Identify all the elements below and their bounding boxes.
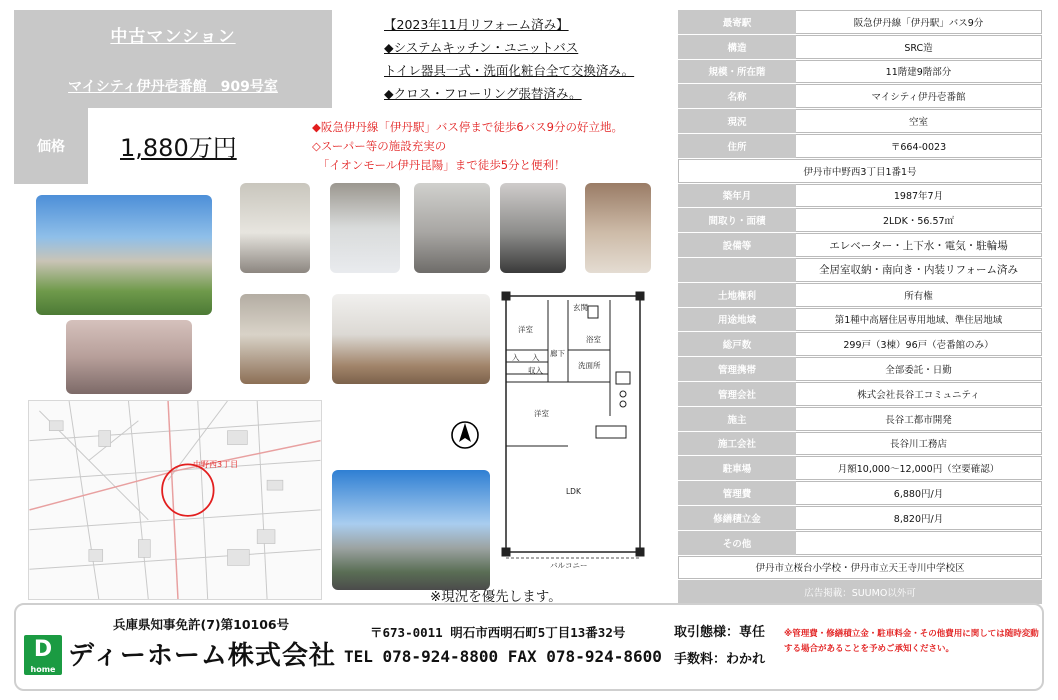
header-block: [14, 10, 332, 108]
spec-row: [678, 481, 1042, 506]
spec-row: [678, 407, 1042, 432]
spec-value: 全居室収納・南向き・内装リフォーム済み: [796, 258, 1042, 282]
spec-row: [678, 184, 1042, 209]
spec-row: [678, 332, 1042, 357]
spec-value: マイシティ伊丹壱番館: [796, 84, 1042, 108]
reform-line: ◆クロス・フローリング張替済み。: [384, 86, 582, 101]
spec-label: 構造: [678, 35, 796, 59]
spec-value: 空室: [796, 109, 1042, 133]
spec-value: 株式会社長谷工コミュニティ: [796, 382, 1042, 406]
price-label: 価格: [14, 108, 88, 184]
spec-value: 月額10,000～12,000円（空要確認）: [796, 456, 1042, 480]
spec-label: 最寄駅: [678, 10, 796, 34]
spec-table: [678, 10, 1042, 605]
storage-1: 入: [512, 353, 520, 362]
entrance-photo: [66, 320, 192, 394]
logo-sub: home: [30, 665, 56, 674]
reform-line: 【2023年11月リフォーム済み】: [384, 17, 569, 32]
room-bathroom: 浴室: [586, 335, 601, 344]
spec-label: 管理携帯: [678, 357, 796, 381]
room-youshitsu-2: 洋室: [534, 409, 549, 418]
spec-row: [678, 10, 1042, 35]
balcony-view-photo: [332, 470, 490, 590]
spec-label: 管理会社: [678, 382, 796, 406]
vanity-photo: [330, 183, 400, 273]
spec-value: 8,820円/月: [796, 506, 1042, 530]
spec-value: 長谷川工務店: [796, 432, 1042, 456]
room-ldk: LDK: [566, 487, 581, 496]
property-category: 中古マンション: [110, 27, 236, 47]
spec-row: [678, 432, 1042, 457]
toilet-photo: [240, 183, 310, 273]
north-compass-icon: [450, 420, 480, 450]
room-genkan: 玄関: [573, 303, 588, 312]
ad-permission: 広告掲載：SUUMO以外可: [678, 580, 1042, 604]
spec-value: 所有権: [796, 283, 1042, 307]
spec-row: [678, 159, 1042, 184]
company-name: ディーホーム株式会社: [68, 641, 336, 671]
footer: [14, 603, 1044, 691]
spec-row: [678, 60, 1042, 85]
western-room-photo: [240, 294, 310, 384]
spec-value: 長谷工都市開発: [796, 407, 1042, 431]
stove-photo: [500, 183, 566, 273]
spec-label: 施主: [678, 407, 796, 431]
spec-label: 間取り・面積: [678, 208, 796, 232]
bathroom-photo: [585, 183, 651, 273]
spec-label: その他: [678, 531, 796, 555]
logo-letter: D: [33, 637, 53, 662]
spec-label: 用途地域: [678, 308, 796, 332]
highlight-line: ◇スーパー等の施設充実の: [312, 139, 447, 153]
company-address: 〒673-0011 明石市西明石町5丁目13番32号: [370, 625, 626, 640]
spec-row: [678, 382, 1042, 407]
brokerage-fee: 手数料：わかれ: [674, 652, 766, 667]
spec-label: 管理費: [678, 481, 796, 505]
spec-label: 築年月: [678, 184, 796, 208]
spec-label: 規模・所在階: [678, 60, 796, 84]
highlights: [312, 118, 672, 175]
spec-label: 住所: [678, 134, 796, 158]
spec-row: [678, 456, 1042, 481]
spec-row: [678, 580, 1042, 605]
spec-value: [796, 531, 1042, 555]
current-condition-note: ※現況を優先します。: [430, 589, 562, 605]
spec-row: [678, 233, 1042, 258]
spec-value: 1987年7月: [796, 184, 1042, 208]
spec-label: 駐車場: [678, 456, 796, 480]
spec-value: 第1種中高層住居専用地域、準住居地域: [796, 308, 1042, 332]
spec-row: [678, 506, 1042, 531]
spec-row: [678, 258, 1042, 283]
license-number: 兵庫県知事免許(7)第10106号: [113, 617, 290, 632]
spec-row: [678, 357, 1042, 382]
spec-label: 施工会社: [678, 432, 796, 456]
spec-label: 現況: [678, 109, 796, 133]
transaction-terms: [674, 619, 765, 673]
spec-row: [678, 134, 1042, 159]
spec-row: [678, 84, 1042, 109]
ldk-photo: [332, 294, 490, 384]
spec-label: 土地権利: [678, 283, 796, 307]
map-area-label: 中野西3丁目: [193, 460, 239, 469]
spec-value: 阪急伊丹線「伊丹駅」バス9分: [796, 10, 1042, 34]
spec-value: 〒664-0023: [796, 134, 1042, 158]
spec-value: 2LDK・56.57㎡: [796, 208, 1042, 232]
storage-3: 収入: [528, 366, 543, 375]
spec-value: 伊丹市中野西3丁目1番1号: [678, 159, 1042, 183]
school-district: 伊丹市立桜台小学校・伊丹市立天王寺川中学校区: [678, 556, 1042, 580]
spec-row: [678, 109, 1042, 134]
floor-plan: [498, 276, 656, 576]
property-name: マイシティ伊丹壱番館 909号室: [68, 79, 278, 95]
spec-row: [678, 308, 1042, 333]
fee-disclaimer: ※管理費・修繕積立金・駐車料金・その他費用に関しては随時変動する場合があることを予めご承知ください。: [784, 629, 1039, 654]
dhome-logo-icon: [24, 635, 62, 675]
spec-value: 6,880円/月: [796, 481, 1042, 505]
room-washroom: 洗面所: [578, 361, 601, 370]
price-value: 1,880万円: [120, 134, 237, 162]
spec-row: [678, 35, 1042, 60]
highlight-line: 「イオンモール伊丹昆陽」まで徒歩5分と便利！: [312, 158, 566, 172]
spec-value: エレベーター・上下水・電気・駐輪場: [796, 233, 1042, 257]
reform-line: ◆システムキッチン・ユニットバス: [384, 40, 579, 55]
spec-value: 全部委託・日勤: [796, 357, 1042, 381]
spec-row: [678, 531, 1042, 556]
spec-label: 設備等: [678, 233, 796, 257]
spec-row: [678, 283, 1042, 308]
spec-row: [678, 556, 1042, 581]
reform-line: トイレ器具一式・洗面化粧台全て交換済み。: [384, 63, 635, 78]
reform-notes: [384, 13, 669, 105]
spec-value: SRC造: [796, 35, 1042, 59]
company-phone: TEL 078-924-8800 FAX 078-924-8600: [344, 647, 662, 666]
storage-2: 入: [532, 353, 540, 362]
room-youshitsu-1: 洋室: [518, 325, 533, 334]
balcony: バルコニー: [550, 561, 588, 570]
kitchen-photo: [414, 183, 490, 273]
spec-value: 11階建9階部分: [796, 60, 1042, 84]
spec-label: 修繕積立金: [678, 506, 796, 530]
deal-type: 取引態様：専任: [674, 625, 766, 640]
highlight-line: ◆阪急伊丹線「伊丹駅」バス停まで徒歩6バス9分の好立地。: [312, 120, 623, 134]
spec-label: 名称: [678, 84, 796, 108]
spec-row: [678, 208, 1042, 233]
spec-label: 総戸数: [678, 332, 796, 356]
spec-label: [678, 258, 796, 282]
location-map: [28, 400, 322, 600]
exterior-photo: [36, 195, 212, 315]
spec-value: 299戸（3棟）96戸（壱番館のみ）: [796, 332, 1042, 356]
corridor: 廊下: [550, 349, 565, 358]
